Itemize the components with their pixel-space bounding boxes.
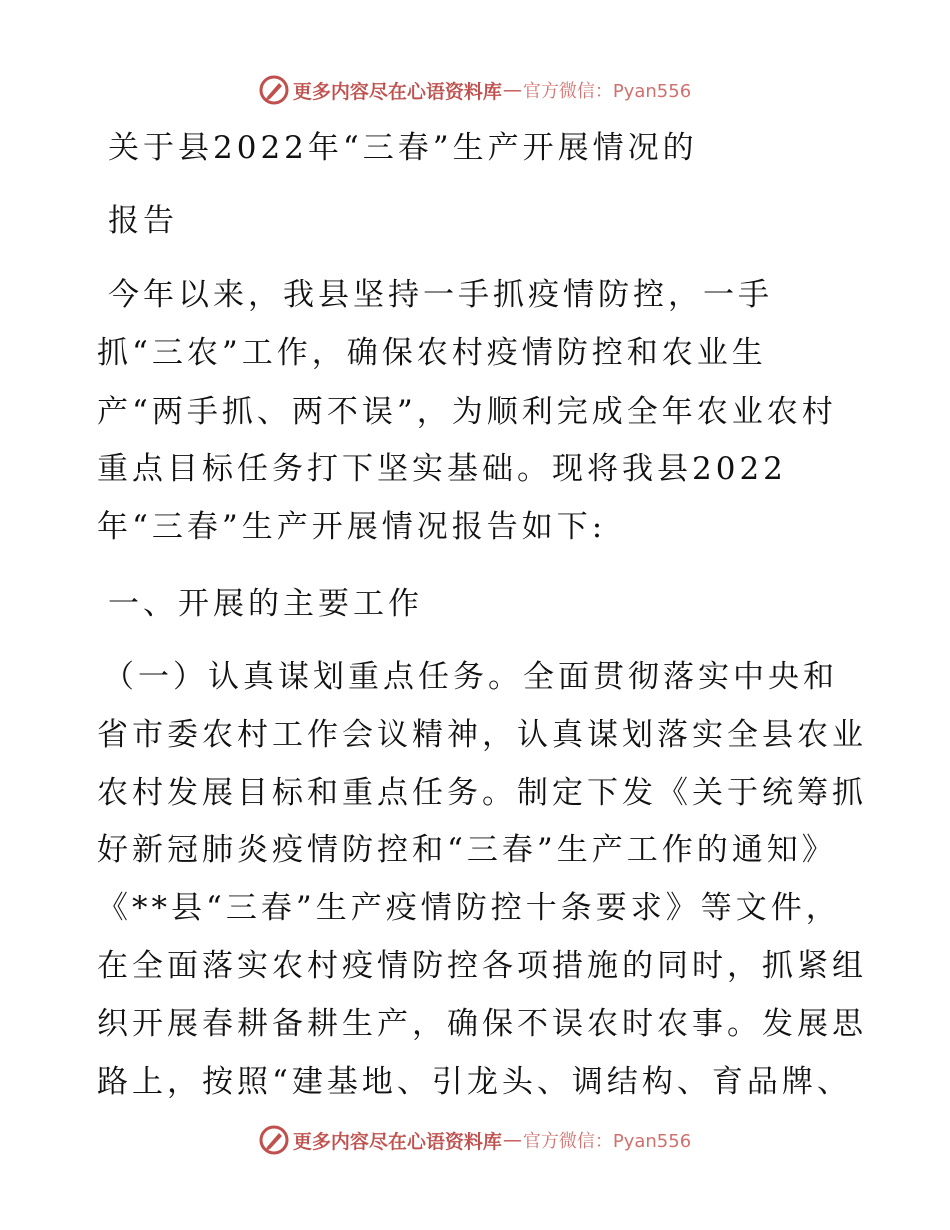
body-line: 路上，按照“建基地、引龙头、调结构、育品牌、	[97, 1064, 852, 1100]
body-line: 农村发展目标和重点任务。制定下发《关于统筹抓	[97, 775, 867, 811]
body-line: （一）认真谋划重点任务。全面贯彻落实中央和	[103, 659, 838, 695]
watermark-brand: 更多内容尽在心语资料库	[292, 80, 502, 103]
intro-line: 重点目标任务打下坚实基础。现将我县2022	[97, 451, 787, 487]
watermark-banner-top	[0, 70, 950, 110]
intro-line: 今年以来，我县坚持一手抓疫情防控，一手	[108, 277, 773, 313]
document-title-line-2: 报告	[108, 203, 178, 239]
watermark-wechat: 官方微信：Pyan556	[522, 1131, 692, 1152]
intro-line: 年“三春”生产开展情况报告如下:	[97, 509, 607, 545]
watermark-wechat: 官方微信：Pyan556	[522, 81, 692, 102]
body-line: 省市委农村工作会议精神，认真谋划落实全县农业	[97, 717, 867, 753]
watermark-banner-bottom	[0, 1120, 950, 1160]
body-line: 在全面落实农村疫情防控各项措施的同时，抓紧组	[97, 948, 867, 984]
section-heading: 一、开展的主要工作	[108, 586, 423, 622]
watermark-brand: 更多内容尽在心语资料库	[292, 1130, 502, 1153]
watermark-separator: —	[502, 79, 522, 101]
body-line: 织开展春耕备耕生产，确保不误农时农事。发展思	[97, 1006, 867, 1042]
body-line: 《**县“三春”生产疫情防控十条要求》等文件，	[97, 890, 841, 926]
pen-circle-logo-icon	[259, 75, 289, 105]
watermark-separator: —	[502, 1129, 522, 1151]
pen-circle-logo-icon	[259, 1125, 289, 1155]
intro-line: 抓“三农”工作，确保农村疫情防控和农业生	[97, 335, 767, 371]
body-line: 好新冠肺炎疫情防控和“三春”生产工作的通知》	[97, 832, 837, 868]
intro-line: 产“两手抓、两不误”，为顺利完成全年农业农村	[97, 394, 837, 430]
document-title-line-1: 关于县2022年“三春”生产开展情况的	[108, 130, 698, 166]
